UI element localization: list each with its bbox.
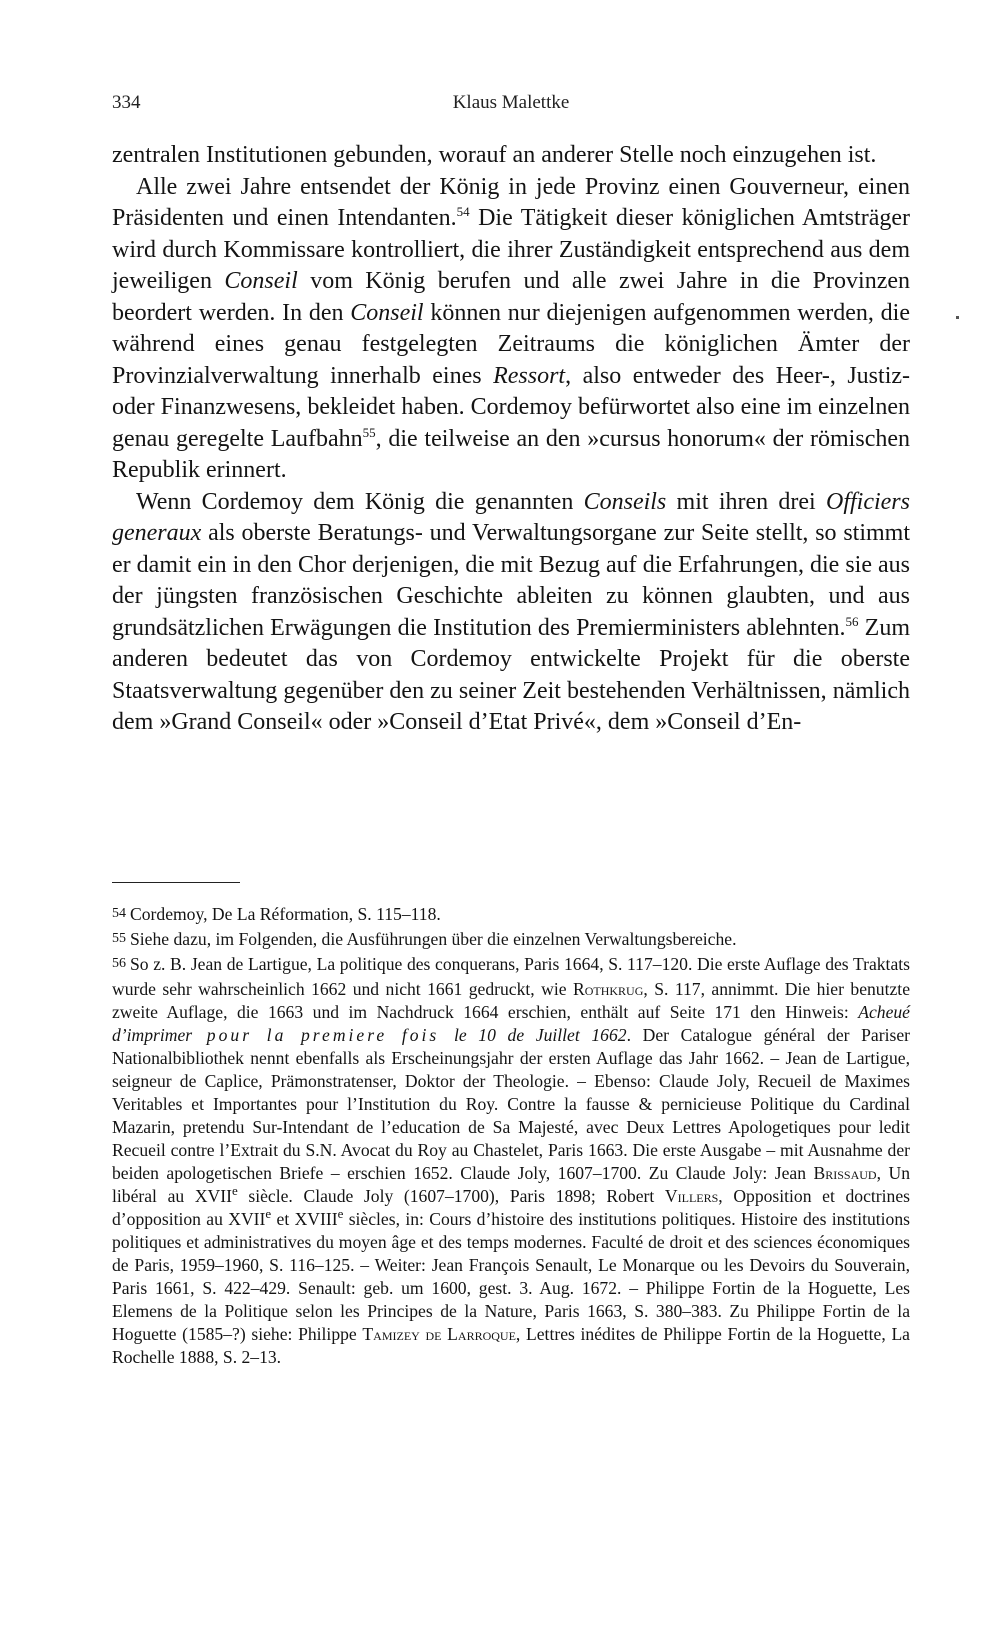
footnote-54: 54 Cordemoy, De La Réformation, S. 115–118. [112,904,441,924]
running-head: Klaus Malettke [452,92,570,113]
footnote-ref-54[interactable]: 54 [456,204,470,219]
page-header [112,92,910,120]
footnote-ref-55[interactable]: 55 [362,424,376,440]
footnote-number: 55 [112,931,126,946]
paragraph-3: Wenn Cordemoy dem König die genannten Conseils mit ihren drei Officiers generaux als oberste Beratungs- und Verwaltungsorgane zur Seite stellt, so stimmt er damit ein in den Chor derjenigen, die mit Bezug auf die Erfahrungen, die sie aus der jüngsten französischen Geschichte ableiten zu können glaubten, und aus grundsätzlichen Erwägungen die Institution des Premierministers ablehnten.$^{56}$ Zum anderen bedeutet das von Cordemoy entwickelte Projekt für die oberste Staatsverwaltung gegenüber den zu seiner Zeit bestehenden Verhältnissen, nämlich dem »Grand Conseil« oder »Conseil d’Etat Privé«, dem »Conseil d’En- [112,488,910,735]
scan-speck [956,316,959,319]
main-text [112,140,910,739]
paragraph-2: Alle zwei Jahre entsendet der König in jede Provinz einen Gouverneur, einen Präsidenten und einen Intendanten.$^{54}$ Die Tätigkeit dieser königlichen Amtsträger wird durch Kommissare kontrolliert, die ihrer Zuständigkeit entsprechend aus dem jeweiligen Conseil vom König berufen und alle zwei Jahre in die Provinzen beordert werden. In den Conseil können nur diejenigen aufgenommen werden, die während eines genau festgelegten Zeitraums die königlichen Ämter der Provinzialverwaltung innerhalb eines Ressort, also entweder des Heer-, Justiz- oder Finanzwesens, bekleidet haben. Cordemoy befürwortet also eine im einzelnen genau geregelte Laufbahn$^{55}$, die teilweise an den »cursus honorum« der römischen Republik erinnert. [112,173,911,483]
footnotes [112,903,910,1369]
footnote-ref-56[interactable]: 56 [845,613,859,629]
footnote-divider [112,882,240,883]
footnote-55: 55 Siehe dazu, im Folgenden, die Ausführungen über die einzelnen Verwaltungsbereiche. [112,929,737,949]
footnote-number: 54 [112,906,126,921]
footnote-number: 56 [112,956,126,971]
footnote-56: 56 So z. B. Jean de Lartigue, La politique des conquerans, Paris 1664, S. 117–120. Die erste Auflage des Traktats wurde sehr wahrscheinlich 1662 und nicht 1661 gedruckt, wie Rothkrug, S. 117, annimmt. Die hier benutzte zweite Auflage, die 1663 und im Nachdruck 1664 erschien, enthält auf Seite 171 den Hinweis: Acheué d’imprimer pour la premiere fois le 10 de Juillet 1662. Der Catalogue général der Pariser Nationalbibliothek nennt ebenfalls als Erscheinungsjahr der ersten Auflage das Jahr 1662. – Jean de Lartigue, seigneur de Caplice, Prämonstratenser, Doktor der Theologie. – Ebenso: Claude Joly, Recueil de Maximes Veritables et Importantes pour l’Institution du Roy. Contre la fausse & pernicieuse Politique du Cardinal Mazarin, pretendu Sur-Intendant de l’education de Sa Majesté, avec Deux Lettres Apologetiques pour ledit Recueil contre l’Extrait du S.N. Avocat du Roy au Chastelet, Paris 1663. Die erste Ausgabe – mit Ausnahme der beiden apologetischen Briefe – erschien 1652. Claude Joly, 1607–1700. Zu Claude Joly: Jean Brissaud, Un libéral au XVIIe siècle. Claude Joly (1607–1700), Paris 1898; Robert Villers, Opposition et doctrines d’opposition au XVIIe et XVIIIe siècles, in: Cours d’histoire des institutions politiques. Histoire des institutions politiques et administratives du moyen âge et des temps modernes. Faculté de droit et des sciences économiques de Paris, 1959–1960, S. 116–125. – Weiter: Jean François Senault, Le Monarque ou les Devoirs du Souverain, Paris 1661, S. 422–429. Senault: geb. um 1600, gest. 3. Aug. 1672. – Philippe Fortin de la Hoguette, Les Elemens de la Politique selon les Principes de la Nature, Paris 1663, S. 380–383. Zu Philippe Fortin de la Hoguette (1585–?) siehe: Philippe Tamizey de Larroque, Lettres inédites de Philippe Fortin de la Hoguette, La Rochelle 1888, S. 2–13. [112,954,911,1367]
page-number: 334 [112,92,141,113]
paragraph-1: zentralen Institutionen gebunden, worauf an anderer Stelle noch einzugehen ist. [112,142,877,168]
